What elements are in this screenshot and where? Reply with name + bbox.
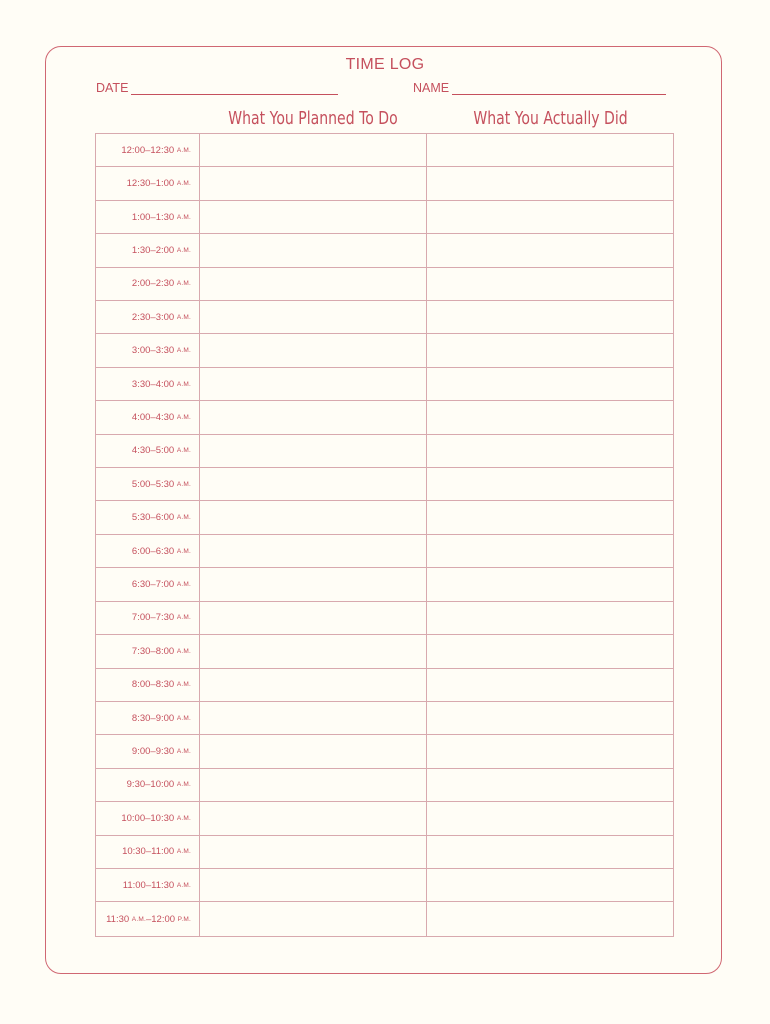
actual-cell[interactable] bbox=[427, 501, 673, 533]
time-range: 6:00–6:30 bbox=[131, 545, 175, 557]
table-row bbox=[96, 568, 673, 601]
planned-cell[interactable] bbox=[200, 669, 427, 701]
actual-cell[interactable] bbox=[427, 167, 673, 199]
planned-cell[interactable] bbox=[200, 735, 427, 767]
actual-cell[interactable] bbox=[427, 535, 673, 567]
time-log-table bbox=[95, 133, 674, 937]
actual-cell[interactable] bbox=[427, 802, 673, 834]
time-period: A.M. bbox=[176, 514, 191, 522]
actual-column-header: What You Actually Did bbox=[473, 108, 628, 129]
time-slot-cell bbox=[96, 902, 200, 935]
time-slot-cell bbox=[96, 602, 200, 634]
table-row bbox=[96, 635, 673, 668]
table-row bbox=[96, 435, 673, 468]
time-range-end: –12:00 bbox=[145, 913, 176, 925]
time-range: 2:00–2:30 bbox=[131, 278, 175, 290]
time-period: A.M. bbox=[176, 614, 191, 622]
table-row bbox=[96, 401, 673, 434]
actual-cell[interactable] bbox=[427, 669, 673, 701]
table-row bbox=[96, 501, 673, 534]
time-range: 12:30–1:00 bbox=[126, 178, 175, 190]
actual-cell[interactable] bbox=[427, 268, 673, 300]
actual-cell[interactable] bbox=[427, 234, 673, 266]
planned-cell[interactable] bbox=[200, 435, 427, 467]
time-period: A.M. bbox=[176, 380, 191, 388]
planned-cell[interactable] bbox=[200, 568, 427, 600]
table-row bbox=[96, 334, 673, 367]
actual-cell[interactable] bbox=[427, 702, 673, 734]
time-range: 3:30–4:00 bbox=[131, 378, 175, 390]
date-field bbox=[96, 81, 338, 95]
time-period: A.M. bbox=[176, 814, 191, 822]
planned-cell[interactable] bbox=[200, 401, 427, 433]
table-row bbox=[96, 201, 673, 234]
actual-cell[interactable] bbox=[427, 635, 673, 667]
actual-cell[interactable] bbox=[427, 602, 673, 634]
time-period: A.M. bbox=[176, 313, 191, 321]
time-range: 11:00–11:30 bbox=[122, 879, 175, 891]
table-row bbox=[96, 735, 673, 768]
actual-cell[interactable] bbox=[427, 401, 673, 433]
actual-cell[interactable] bbox=[427, 468, 673, 500]
name-field bbox=[413, 81, 666, 95]
time-slot-cell bbox=[96, 535, 200, 567]
time-period: A.M. bbox=[176, 848, 191, 856]
actual-cell[interactable] bbox=[427, 902, 673, 935]
time-range: 4:30–5:00 bbox=[131, 445, 175, 457]
time-range: 8:30–9:00 bbox=[131, 712, 175, 724]
time-range: 5:30–6:00 bbox=[131, 512, 175, 524]
time-slot-cell bbox=[96, 669, 200, 701]
table-row bbox=[96, 702, 673, 735]
table-row bbox=[96, 769, 673, 802]
time-period: A.M. bbox=[176, 681, 191, 689]
time-range: 3:00–3:30 bbox=[131, 345, 175, 357]
time-slot-cell bbox=[96, 368, 200, 400]
planned-cell[interactable] bbox=[200, 334, 427, 366]
planned-cell[interactable] bbox=[200, 802, 427, 834]
time-period-end: P.M. bbox=[177, 915, 191, 923]
time-range: 9:00–9:30 bbox=[131, 746, 175, 758]
time-period: A.M. bbox=[176, 213, 191, 221]
table-row bbox=[96, 535, 673, 568]
time-period: A.M. bbox=[176, 246, 191, 254]
actual-cell[interactable] bbox=[427, 368, 673, 400]
time-slot-cell bbox=[96, 167, 200, 199]
actual-cell[interactable] bbox=[427, 334, 673, 366]
time-period: A.M. bbox=[176, 580, 191, 588]
actual-cell[interactable] bbox=[427, 435, 673, 467]
time-range: 7:30–8:00 bbox=[131, 645, 175, 657]
time-range: 1:30–2:00 bbox=[131, 244, 175, 256]
table-row bbox=[96, 301, 673, 334]
table-row bbox=[96, 268, 673, 301]
time-slot-cell bbox=[96, 702, 200, 734]
time-range: 8:00–8:30 bbox=[131, 679, 175, 691]
time-slot-cell bbox=[96, 836, 200, 868]
time-slot-cell bbox=[96, 635, 200, 667]
table-row bbox=[96, 869, 673, 902]
time-slot-cell bbox=[96, 869, 200, 901]
time-period: A.M. bbox=[176, 647, 191, 655]
date-input-line[interactable] bbox=[131, 81, 338, 95]
time-period: A.M. bbox=[176, 714, 191, 722]
table-row bbox=[96, 167, 673, 200]
planned-cell[interactable] bbox=[200, 635, 427, 667]
planned-cell[interactable] bbox=[200, 602, 427, 634]
planned-cell[interactable] bbox=[200, 167, 427, 199]
time-slot-cell bbox=[96, 201, 200, 233]
actual-cell[interactable] bbox=[427, 869, 673, 901]
name-label: NAME bbox=[413, 81, 450, 95]
planned-cell[interactable] bbox=[200, 535, 427, 567]
planned-cell[interactable] bbox=[200, 769, 427, 801]
time-period: A.M. bbox=[176, 413, 191, 421]
planned-cell[interactable] bbox=[200, 501, 427, 533]
actual-cell[interactable] bbox=[427, 568, 673, 600]
time-slot-cell bbox=[96, 435, 200, 467]
table-row bbox=[96, 602, 673, 635]
time-slot-cell bbox=[96, 501, 200, 533]
planned-cell[interactable] bbox=[200, 268, 427, 300]
time-range: 4:00–4:30 bbox=[131, 411, 175, 423]
planned-cell[interactable] bbox=[200, 234, 427, 266]
time-range: 5:00–5:30 bbox=[131, 478, 175, 490]
planned-cell[interactable] bbox=[200, 301, 427, 333]
actual-cell[interactable] bbox=[427, 735, 673, 767]
time-range: 9:30–10:00 bbox=[126, 779, 175, 791]
table-row bbox=[96, 836, 673, 869]
time-slot-cell bbox=[96, 568, 200, 600]
actual-cell[interactable] bbox=[427, 301, 673, 333]
time-slot-cell bbox=[96, 468, 200, 500]
actual-cell[interactable] bbox=[427, 134, 673, 166]
time-slot-cell bbox=[96, 334, 200, 366]
planned-cell[interactable] bbox=[200, 836, 427, 868]
time-slot-cell bbox=[96, 301, 200, 333]
name-input-line[interactable] bbox=[452, 81, 666, 95]
time-range: 2:30–3:00 bbox=[131, 311, 175, 323]
planned-cell[interactable] bbox=[200, 869, 427, 901]
time-period: A.M. bbox=[176, 280, 191, 288]
planned-column-header: What You Planned To Do bbox=[228, 108, 398, 129]
table-row bbox=[96, 134, 673, 167]
time-period: A.M. bbox=[176, 881, 191, 889]
planned-cell[interactable] bbox=[200, 201, 427, 233]
time-slot-cell bbox=[96, 401, 200, 433]
time-period: A.M. bbox=[176, 347, 191, 355]
time-range: 6:30–7:00 bbox=[131, 578, 175, 590]
time-range: 10:30–11:00 bbox=[122, 846, 175, 858]
time-period: A.M. bbox=[176, 180, 191, 188]
time-slot-cell bbox=[96, 769, 200, 801]
time-period: A.M. bbox=[176, 447, 191, 455]
time-range: 12:00–12:30 bbox=[121, 144, 175, 156]
planned-cell[interactable] bbox=[200, 702, 427, 734]
time-period: A.M. bbox=[176, 781, 191, 789]
time-period: A.M. bbox=[176, 547, 191, 555]
actual-cell[interactable] bbox=[427, 836, 673, 868]
planned-cell[interactable] bbox=[200, 468, 427, 500]
time-range: 1:00–1:30 bbox=[131, 211, 175, 223]
table-row bbox=[96, 234, 673, 267]
time-range: 7:00–7:30 bbox=[131, 612, 175, 624]
table-row bbox=[96, 902, 673, 935]
planned-cell[interactable] bbox=[200, 134, 427, 166]
table-row bbox=[96, 368, 673, 401]
planned-cell[interactable] bbox=[200, 368, 427, 400]
page-title: TIME LOG bbox=[345, 56, 425, 73]
table-row bbox=[96, 468, 673, 501]
time-period: A.M. bbox=[176, 146, 191, 154]
time-slot-cell bbox=[96, 234, 200, 266]
time-slot-cell bbox=[96, 735, 200, 767]
time-slot-cell bbox=[96, 268, 200, 300]
time-period: A.M. bbox=[176, 748, 191, 756]
time-slot-cell bbox=[96, 802, 200, 834]
actual-cell[interactable] bbox=[427, 769, 673, 801]
table-row bbox=[96, 802, 673, 835]
time-period: A.M. bbox=[131, 915, 146, 923]
time-slot-cell bbox=[96, 134, 200, 166]
planned-cell[interactable] bbox=[200, 902, 427, 935]
time-period: A.M. bbox=[176, 480, 191, 488]
date-label: DATE bbox=[96, 81, 129, 95]
time-range: 11:30 bbox=[106, 913, 130, 925]
table-row bbox=[96, 669, 673, 702]
actual-cell[interactable] bbox=[427, 201, 673, 233]
time-range: 10:00–10:30 bbox=[121, 812, 175, 824]
